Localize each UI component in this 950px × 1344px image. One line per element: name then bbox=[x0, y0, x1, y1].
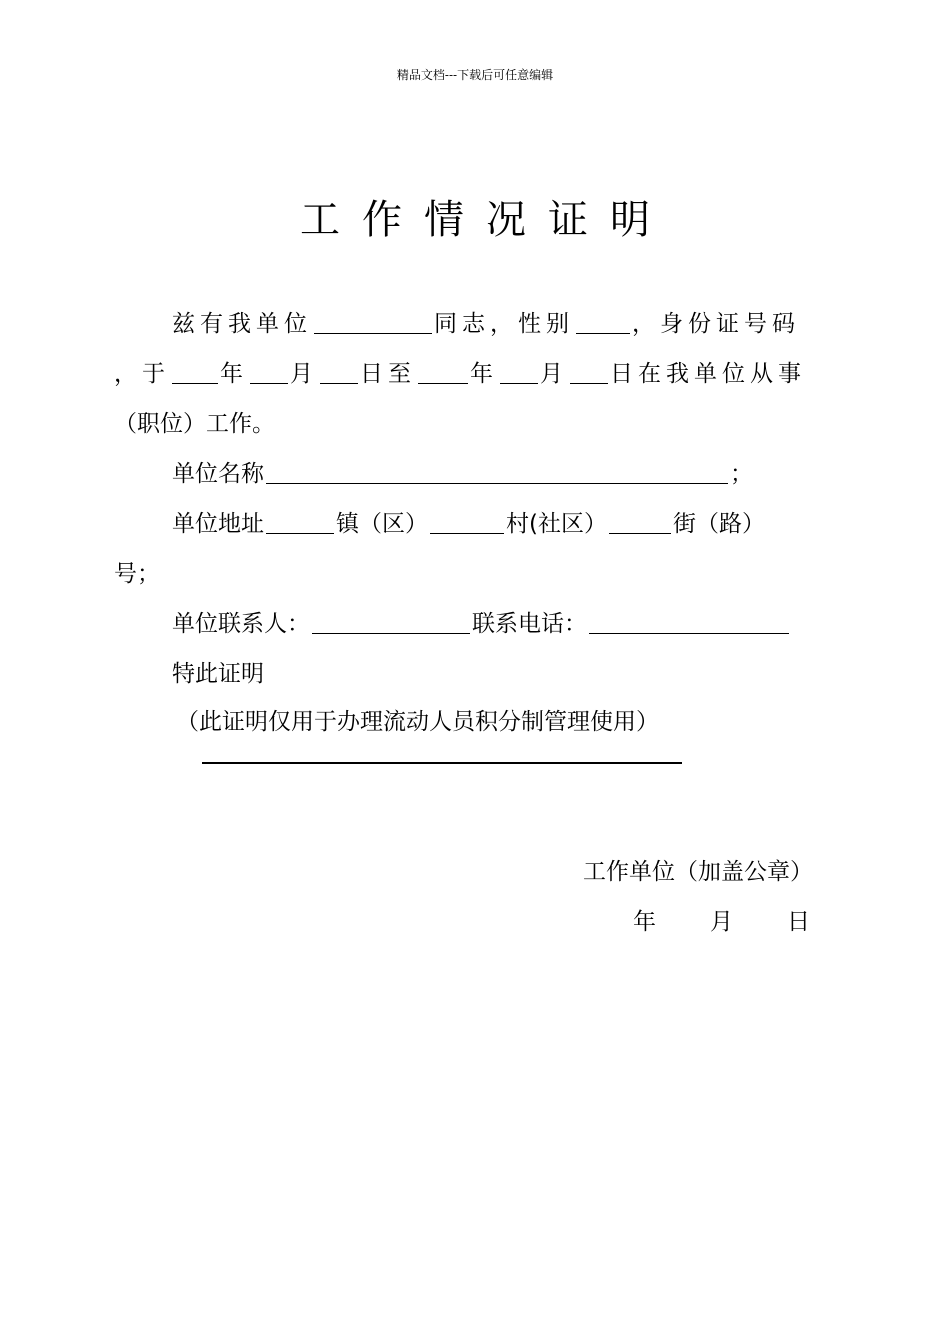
address-line bbox=[172, 507, 765, 541]
town-blank[interactable] bbox=[266, 507, 334, 534]
engaged-in-label: 日在我单位从事 bbox=[610, 361, 806, 387]
phone-blank[interactable] bbox=[589, 607, 789, 634]
name-blank[interactable] bbox=[314, 307, 432, 334]
contact-label: 单位联系人： bbox=[172, 611, 310, 637]
intro-text: 兹有我单位 bbox=[172, 311, 312, 337]
usage-note: （此证明仅用于办理流动人员积分制管理使用） bbox=[176, 709, 659, 735]
unit-name-line bbox=[172, 457, 753, 491]
contact-blank[interactable] bbox=[312, 607, 470, 634]
line-1 bbox=[172, 307, 800, 341]
town-label: 镇（区） bbox=[336, 511, 428, 537]
address-number-end: 号； bbox=[114, 561, 160, 587]
seal-label: 工作单位（加盖公章） bbox=[583, 859, 813, 885]
year-label: 年 bbox=[220, 361, 248, 387]
phone-label: 联系电话： bbox=[472, 611, 587, 637]
unit-name-label: 单位名称 bbox=[172, 461, 264, 487]
date-day: 日 bbox=[787, 909, 810, 935]
comrade-gender-label: 同志，性别 bbox=[434, 311, 574, 337]
month-label: 月 bbox=[540, 361, 568, 387]
village-blank[interactable] bbox=[430, 507, 504, 534]
position-line: （职位）工作。 bbox=[114, 411, 275, 437]
start-day-blank[interactable] bbox=[320, 357, 358, 384]
document-title: 工作情况证明 bbox=[300, 197, 672, 243]
street-blank[interactable] bbox=[609, 507, 671, 534]
end-day-blank[interactable] bbox=[570, 357, 608, 384]
year-label: 年 bbox=[470, 361, 498, 387]
gender-blank[interactable] bbox=[576, 307, 630, 334]
from-label: ，于 bbox=[114, 361, 170, 387]
certify-text: 特此证明 bbox=[172, 661, 264, 687]
signature-rule bbox=[202, 762, 682, 764]
contact-line bbox=[172, 607, 791, 641]
start-year-blank[interactable] bbox=[172, 357, 218, 384]
street-label: 街（路） bbox=[672, 511, 765, 537]
day-to-label: 日至 bbox=[360, 361, 416, 387]
village-label: 村(社区） bbox=[506, 511, 607, 537]
address-label: 单位地址 bbox=[172, 511, 264, 537]
line-2 bbox=[114, 357, 806, 391]
page-header: 精品文档---下载后可任意编辑 bbox=[396, 68, 554, 82]
end-year-blank[interactable] bbox=[418, 357, 468, 384]
semicolon: ； bbox=[730, 461, 753, 487]
unit-name-blank[interactable] bbox=[266, 457, 728, 484]
date-month: 月 bbox=[710, 909, 733, 935]
end-month-blank[interactable] bbox=[500, 357, 538, 384]
month-label: 月 bbox=[290, 361, 318, 387]
date-year: 年 bbox=[633, 909, 656, 935]
id-number-label: ，身份证号码 bbox=[632, 311, 800, 337]
start-month-blank[interactable] bbox=[250, 357, 288, 384]
